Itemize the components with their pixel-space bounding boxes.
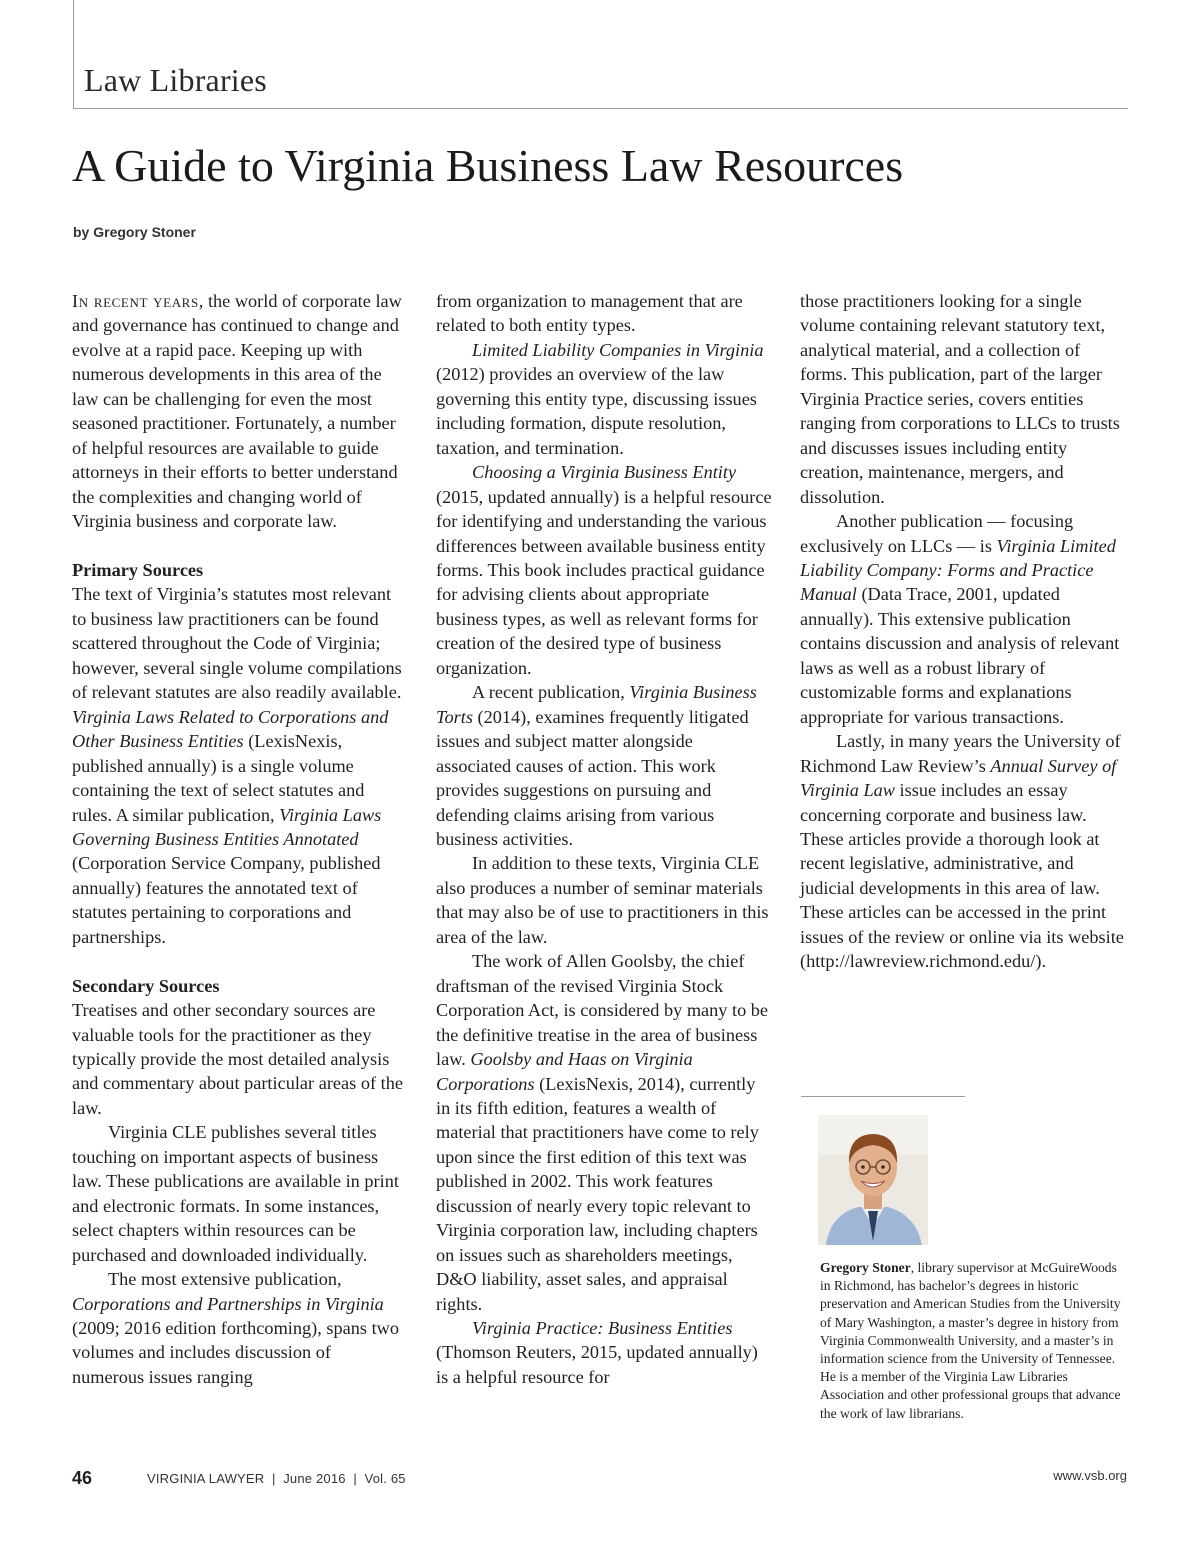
- continuation-paragraph: from organization to management that are related to both entity types.: [436, 291, 743, 336]
- choosing-entity-paragraph: Choosing a Virginia Business Entity (2015, updated annually) is a helpful resource for identifying and understanding the various differences between available business entity forms. This book includes practical guidance for advising clients about appropriate business types, as well as relevant forms for creation of the desired type of business organization.: [436, 462, 772, 678]
- column-1: [72, 289, 404, 1389]
- primary-sources-paragraph: The text of Virginia’s statutes most relevant to business law practitioners can be found scattered throughout the Code of Virginia; however, several single volume compilations of relevant statutes are also readily available. Virginia Laws Related to Corporations and Other Business Entities (LexisNexis, published annually) is a single volume containing the text of select statutes and rules. A similar publication, Virginia Laws Governing Business Entities Annotated (Corporation Service Company, published annually) features the annotated text of statutes pertaining to corporations and partnerships.: [72, 584, 402, 947]
- practice-continuation-paragraph: those practitioners looking for a single volume containing relevant statutory text, analytical material, and a collection of forms. This publication, part of the larger Virginia Practice series, covers entities ranging from corporations to LLCs to trusts and discusses issues including entity creation, maintenance, mergers, and dissolution.: [800, 291, 1120, 507]
- header-horizontal-rule: [73, 108, 1128, 109]
- author-portrait-image: [818, 1115, 928, 1245]
- extensive-publication-paragraph: The most extensive publication, Corporations and Partnerships in Virginia (2009; 2016 edition forthcoming), spans two volumes and includes discussion of numerous issues ranging: [72, 1269, 399, 1387]
- secondary-sources-paragraph: Treatises and other secondary sources are valuable tools for the practitioner as they typically provide the most detailed analysis and commentary about particular areas of the law.: [72, 1000, 403, 1118]
- website-url: www.vsb.org: [1053, 1468, 1127, 1483]
- secondary-sources-heading: Secondary Sources: [72, 975, 220, 996]
- seminar-materials-paragraph: In addition to these texts, Virginia CLE also produces a number of seminar materials that may also be of use to practitioners in this area of the law.: [436, 853, 769, 947]
- author-photo: [818, 1115, 928, 1245]
- llc-paragraph: Limited Liability Companies in Virginia (2012) provides an overview of the law governing this entity type, discussing issues including formation, dispute resolution, taxation, and termination.: [436, 339, 764, 458]
- goolsby-paragraph: The work of Allen Goolsby, the chief draftsman of the revised Virginia Stock Corporation Act, is considered by many to be the definitive treatise in the area of business law. Goolsby and Haas on Virginia Corporations (LexisNexis, 2014), currently in its fifth edition, features a wealth of material that practitioners have come to rely upon since the first edition of this text was published in 2002. This work features discussion of nearly every topic relevant to Virginia corporation law, including chapters on issues such as shareholders meetings, D&O liability, asset sales, and appraisal rights.: [436, 951, 769, 1314]
- virginia-cle-paragraph: Virginia CLE publishes several titles touching on important aspects of business law. These publications are available in print and electronic formats. In some instances, select chapters within resources can be purchased and downloaded individually.: [72, 1122, 399, 1265]
- business-torts-paragraph: A recent publication, Virginia Business Torts (2014), examines frequently litigated issues and subject matter alongside associated causes of action. This work provides suggestions on pursuing and defending claims arising from various business activities.: [436, 682, 757, 849]
- bio-name: Gregory Stoner: [820, 1260, 911, 1275]
- bio-rule: [801, 1096, 965, 1097]
- header-vertical-rule: [73, 0, 74, 108]
- column-3: [800, 289, 1130, 974]
- byline: by Gregory Stoner: [73, 224, 196, 240]
- intro-paragraph: In recent years, the world of corporate law and governance has continued to change and evolve at a rapid pace. Keeping up with numerous developments in this area of the law can be challenging for even the most seasoned practitioner. Fortunately, a number of helpful resources are available to guide attorneys in their efforts to better understand the complexities and changing world of Virginia business and corporate law.: [72, 291, 402, 532]
- author-bio: Gregory Stoner, library supervisor at McGuireWoods in Richmond, has bachelor’s degrees in historic preservation and American Studies from the University of Mary Washington, a master’s degree in history from Virginia Commonwealth University, and a master’s in information science from the University of Tennessee. He is a member of the Virginia Law Libraries Association and other professional groups that advance the work of law librarians.: [820, 1260, 1121, 1421]
- section-label: Law Libraries: [84, 62, 267, 98]
- virginia-practice-paragraph: Virginia Practice: Business Entities (Thomson Reuters, 2015, updated annually) is a helpful resource for: [436, 1318, 758, 1387]
- primary-sources-heading: Primary Sources: [72, 559, 204, 580]
- column-2: [436, 289, 772, 1389]
- llc-forms-paragraph: Another publication — focusing exclusively on LLCs — is Virginia Limited Liability Company: Forms and Practice Manual (Data Trace, 2001, updated annually). This extensive publication contains discussion and analysis of relevant laws as well as a robust library of customizable forms and explanations appropriate for various transactions.: [800, 511, 1120, 727]
- law-review-paragraph: Lastly, in many years the University of Richmond Law Review’s Annual Survey of Virginia Law issue includes an essay concerning corporate and business law. These articles provide a thorough look at recent legislative, administrative, and judicial developments in this area of law. These articles can be accessed in the print issues of the review or online via its website (http://lawreview.richmond.edu/).: [800, 731, 1124, 972]
- page-number: 46: [72, 1468, 93, 1488]
- article-title: A Guide to Virginia Business Law Resources: [72, 140, 904, 191]
- intro-lead: In recent years: [72, 291, 199, 311]
- publication-info: VIRGINIA LAWYER | June 2016 | Vol. 65: [147, 1471, 406, 1486]
